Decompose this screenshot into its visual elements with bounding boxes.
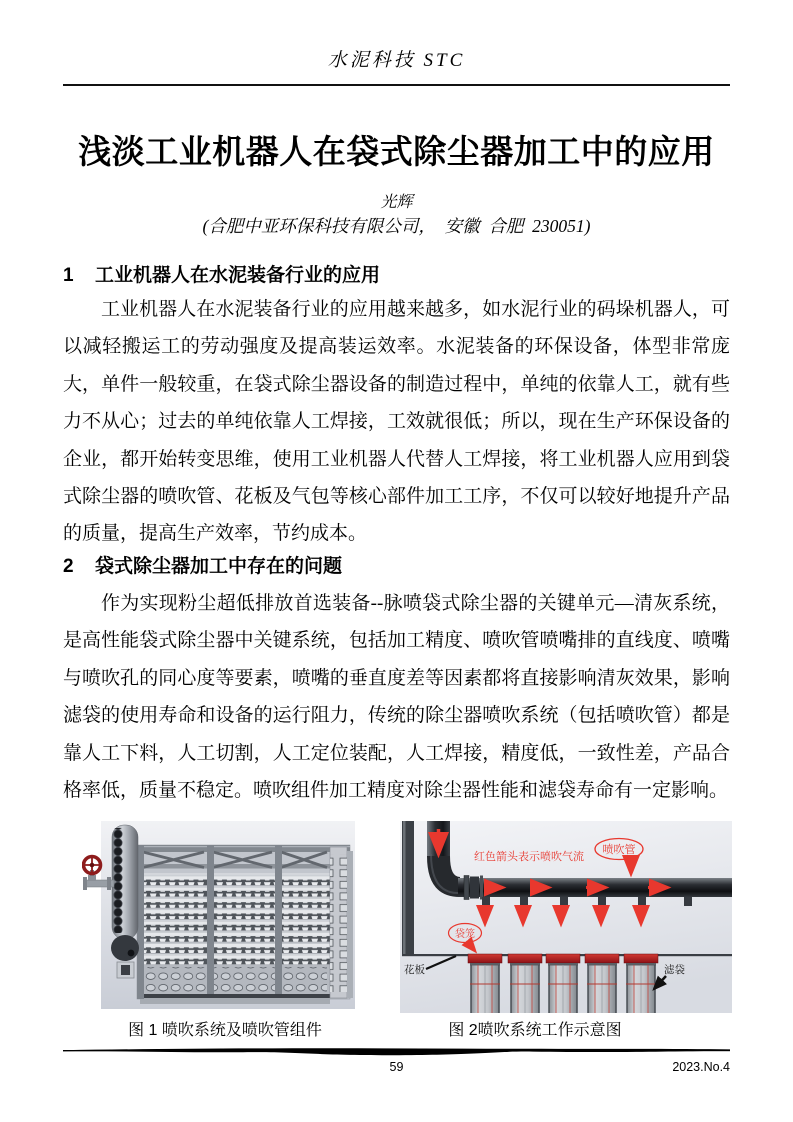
section-1-heading	[63, 260, 730, 287]
figure-2-caption: 图 2喷吹系统工作示意图	[448, 1022, 622, 1039]
airflow-note-label: 红色箭头表示喷吹气流	[474, 851, 584, 863]
section-2-body: 作为实现粉尘超低排放首选装备--脉喷袋式除尘器的关键单元—清灰系统，是高性能袋式除尘器中关键系统，包括加工精度、喷吹管喷嘴排的直线度、喷嘴与喷吹孔的同心度等要素，喷嘴的垂直度差等因素都将直接影响清灰效果，影响滤袋的使用寿命和设备的运行阻力，传统的除尘器喷吹系统（包括喷吹管）都是靠人工下料，人工切割，人工定位装配，人工焊接，精度低，一致性差，产品合格率低，质量不稳定。喷吹组件加工精度对除尘器性能和滤袋寿命有一定影响。	[63, 593, 730, 802]
blowpipe-rack	[137, 845, 353, 1004]
section-2-heading	[63, 551, 730, 578]
footer-rule	[63, 1046, 730, 1058]
figure-1-drawing	[82, 821, 356, 1009]
figure-2-drawing	[400, 821, 732, 1013]
filter-bag-label: 滤袋	[664, 964, 685, 976]
header-rule	[63, 84, 730, 86]
section-2-title: 袋式除尘器加工中存在的问题	[95, 556, 343, 577]
figure-1-caption: 图 1 喷吹系统及喷吹管组件	[128, 1022, 322, 1039]
figure-1-image	[82, 821, 356, 1014]
issue-label: 2023.No.4	[672, 1060, 730, 1074]
nozzle-rail	[330, 854, 347, 992]
section-2-number: 2	[63, 556, 74, 577]
author-affiliation: (合肥中亚环保科技有限公司， 安徽 合肥 230051)	[202, 216, 591, 236]
section-1-number: 1	[63, 265, 74, 286]
bag-cage-label: 袋笼	[455, 929, 475, 940]
paper-title: 浅淡工业机器人在袋式除尘器加工中的应用	[78, 133, 715, 170]
filter-bags	[468, 954, 658, 1013]
air-tank	[111, 825, 139, 978]
blow-pipe-label: 喷吹管	[602, 844, 636, 856]
tube-sheet-label: 花板	[404, 964, 425, 976]
figure-2-image	[400, 821, 732, 1018]
page-number: 59	[389, 1060, 404, 1074]
section-1-body: 工业机器人在水泥装备行业的应用越来越多，如水泥行业的码垛机器人，可以减轻搬运工的劳动强度及提高装运效率。水泥装备的环保设备，体型非常庞大，单件一般较重，在袋式除尘器设备的制造过程中，单纯的依靠人工，就有些力不从心；过去的单纯依靠人工焊接，工效就很低；所以，现在生产环保设备的企业，都开始转变思维，使用工业机器人代替人工焊接，将工业机器人应用到袋式除尘器的喷吹管、花板及气包等核心部件加工工序，不仅可以较好地提升产品的质量，提高生产效率，节约成本。	[63, 299, 730, 545]
author-name: 光辉	[380, 194, 413, 211]
journal-header: 水泥科技 STC	[327, 50, 466, 71]
section-1-title: 工业机器人在水泥装备行业的应用	[95, 265, 381, 286]
